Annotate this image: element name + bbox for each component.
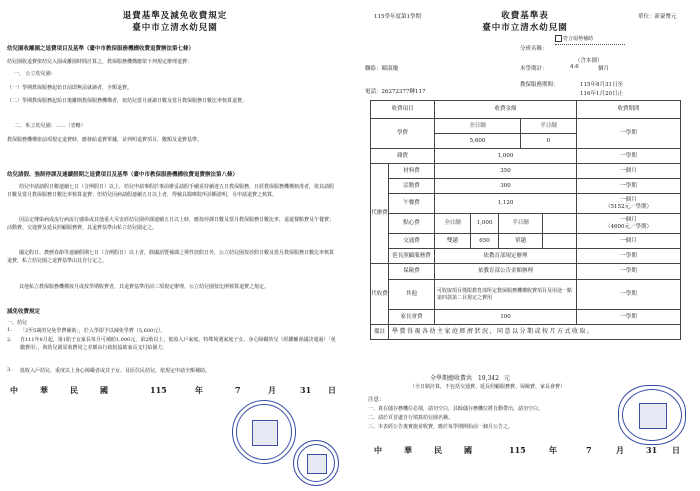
official-seal-icon xyxy=(232,400,296,464)
snack-half-label: 半日制 xyxy=(499,214,543,234)
date-year: 115 xyxy=(509,445,526,455)
date-month: 7 xyxy=(235,385,241,395)
class-value: （含本園） xyxy=(575,58,603,64)
tuition-half-label: 半日制 xyxy=(521,119,577,134)
sec2-para3: 國定假日、農曆春節等連續假期七日（含例假日）以上者，除國語暨補課之彈性放假日外，公立幼兒園按放假日數及當月教保服務日數比率核算退費，私立幼兒園之退費基準由其自行定之。 xyxy=(7,250,335,264)
period-from: 115年8月31日至 xyxy=(580,82,623,88)
class-field xyxy=(555,44,625,45)
snack-period xyxy=(577,214,681,234)
date-char: 華 xyxy=(404,445,412,455)
lunch-period xyxy=(577,194,681,214)
hours-value: 4.6 xyxy=(570,64,579,70)
sec3-heading: 減免收費規定 xyxy=(7,309,41,315)
transport-two-label: 雙趟 xyxy=(435,234,471,249)
date-char: 中 xyxy=(10,385,18,395)
sec3-item-marker: 1. xyxy=(7,327,12,333)
snack-label: 點心費 xyxy=(389,214,435,234)
snack-period-line2: （4600元／學期） xyxy=(605,223,653,230)
date-year: 115 xyxy=(150,385,167,395)
fee-table xyxy=(370,100,681,340)
sec1-intro: 幼兒園收退費依幼兒入園或離園時間計算之，教保服務機構應依下列規定辦理退費： xyxy=(7,59,193,65)
period-to: 116年1月20日止 xyxy=(580,91,623,97)
tuition-full-label: 全日制 xyxy=(435,119,521,134)
transport-period: 一個月 xyxy=(577,234,681,249)
collect-fee-label: 代收費 xyxy=(371,264,389,325)
table-row xyxy=(371,164,681,179)
disadvantaged-checkbox[interactable] xyxy=(555,35,593,42)
sec3-item-marker: 3. xyxy=(7,367,12,373)
snack-full-value: 1,000 xyxy=(471,214,499,234)
sec2-heading: 幼兒請假、強制停課及連續假期之退費項目及基準（臺中市教保服務機構收費退費辦法第八條） xyxy=(7,172,239,178)
sec2-para1: 幼兒申請請假日數連續七日（含例假日）以上，幼兒申請事假於事前辦妥請假手續並持續達五日教保服務，且經教保服務機構核准者，依其請假日數及當月教保服務日數比率核算退費；但幼兒因病請假連續五日以上者，得檢具醫療院所診斷證明，另申請退費之核算。 xyxy=(7,184,335,198)
official-seal-icon xyxy=(618,385,686,445)
parent-fee-label: 家長會費 xyxy=(389,310,435,325)
sec1-item1: 一、 公立幼兒園： xyxy=(14,71,56,77)
table-row xyxy=(371,194,681,214)
sec1-item1-b: （二）學期教保服務起始日後離開教保服務機構者，按幼兒當月就讀日數及當月教保服務日數比率核算退費。 xyxy=(7,98,248,104)
principal-seal-icon xyxy=(293,440,339,486)
total-unit: 元 xyxy=(503,375,510,382)
header-period: 收費期間 xyxy=(577,101,681,119)
left-subtitle: 臺中市立清水幼兒園 xyxy=(132,23,218,33)
date-char: 日 xyxy=(672,445,680,455)
lunch-period-line1: 一個月 xyxy=(620,197,637,203)
right-title: 收費基準表 xyxy=(501,11,549,21)
snack-full-label: 全日制 xyxy=(435,214,471,234)
materials-period: 一個月 xyxy=(577,164,681,179)
sec3-item2: 自111年8月起，第1胎子女家長每月可補助1,000元、第2胎以上，低收入戶家庭、特殊境遇家庭子女，身心障礙幼兒（經鑑輔會議決通過）「免繳費用」，與幼兒園原收費用之差額由行政院協助家長支付給園方。 xyxy=(20,337,336,351)
extended-care-amount: 依教育部規定辦理 xyxy=(435,249,577,264)
class-label: 分班名稱： xyxy=(520,46,548,52)
date-char: 中 xyxy=(374,445,382,455)
header-item: 收費項目 xyxy=(371,101,435,119)
lunch-period-line2: （5152元／學期） xyxy=(605,203,653,210)
transport-one-value xyxy=(543,234,577,249)
remarks-label: 備註 xyxy=(371,325,389,340)
sec1-item1-a: （一）學期教保服務起始日前即無法就讀者，全額退費。 xyxy=(7,85,133,91)
table-row xyxy=(371,119,681,134)
transport-two-value: 650 xyxy=(471,234,499,249)
lunch-amount: 1,120 xyxy=(435,194,577,214)
transport-label: 交通費 xyxy=(389,234,435,249)
activity-label: 活動費 xyxy=(389,179,435,194)
table-row xyxy=(371,101,681,119)
misc-amount: 1,000 xyxy=(435,149,577,164)
table-row xyxy=(371,310,681,325)
hours-unit: 個月 xyxy=(598,66,610,72)
date-char: 年 xyxy=(195,385,203,395)
sec2-para4: 其他私立教保服務機構按月或按學期收費者，其退費基準用前三項規定辦理，公立幼兒園按比例核算退費之規定。 xyxy=(19,284,270,290)
date-char: 華 xyxy=(40,385,48,395)
activity-period: 一學期 xyxy=(577,179,681,194)
parent-fee-amount: 100 xyxy=(435,310,577,325)
date-month: 7 xyxy=(586,445,592,455)
sec3-item-marker: 2. xyxy=(7,337,12,343)
contact-label: 聯絡：陳淑瓊 xyxy=(365,66,399,72)
remarks-text: 學費得視各幼主家庭經濟狀況，同意以分期或按月方式收取。 xyxy=(389,325,681,340)
unit-label: 單位：新臺幣元 xyxy=(638,14,677,20)
date-char: 月 xyxy=(268,385,276,395)
misc-label: 雜費 xyxy=(371,149,435,164)
other-label: 其他 xyxy=(389,280,435,310)
table-row xyxy=(371,234,681,249)
transport-one-label: 單趟 xyxy=(499,234,543,249)
tuition-half-value: 0 xyxy=(521,134,577,149)
sec3-item3: 低收入戶幼兒、重度以上身心障礙者或其子女、及原住民幼兒，依規定申請全額補助。 xyxy=(20,368,211,374)
tuition-full-value: 5,600 xyxy=(435,134,521,149)
note-1: 一、責在儲存務機位必填，請勿空白，其餘儲存務機位將自動帶出，請勿空白。 xyxy=(368,406,544,412)
total-line xyxy=(430,373,510,382)
date-char: 月 xyxy=(616,445,624,455)
table-row xyxy=(371,249,681,264)
sec3-item1: 「2至5歲的兒免學費補助」，於入學即予以減免學費（5,600元）。 xyxy=(20,328,166,334)
table-row xyxy=(371,179,681,194)
date-char: 日 xyxy=(328,385,336,395)
tuition-label: 學費 xyxy=(371,119,435,149)
date-char: 年 xyxy=(549,445,557,455)
insurance-amount: 依教育部公告金額辦理 xyxy=(435,264,577,280)
total-label: 全學期總收費共 xyxy=(430,375,473,382)
note-3: 三、本表經公告後實施並收費，應於每學期開始前一個月公告之。 xyxy=(368,424,514,430)
semester-label: 115學年度第1學期 xyxy=(374,14,421,20)
phone-label: 電話：26272377轉117 xyxy=(365,89,426,95)
parent-fee-period: 一學期 xyxy=(577,310,681,325)
sec1-item2: 二、 私立幼兒園：……（省略） xyxy=(14,123,86,129)
misc-period: 一學期 xyxy=(577,149,681,164)
insurance-label: 保險費 xyxy=(389,264,435,280)
date-char: 國 xyxy=(100,385,108,395)
table-row xyxy=(371,149,681,164)
date-day: 31 xyxy=(300,385,312,395)
activity-amount: 300 xyxy=(435,179,577,194)
period-label: 教保服務期間： xyxy=(520,82,559,88)
lunch-label: 午餐費 xyxy=(389,194,435,214)
hours-label: 本學期計： xyxy=(520,66,548,72)
date-day: 31 xyxy=(646,445,658,455)
sec1-heading: 幼兒園收離園之退費項目及基準（臺中市教保服務機構收費退費辦法第七條） xyxy=(7,46,195,52)
checkbox-icon xyxy=(555,35,562,42)
date-char: 國 xyxy=(464,445,472,455)
fee-schedule-page xyxy=(350,0,700,491)
other-period: 一學期 xyxy=(577,280,681,310)
right-subtitle: 臺中市立清水幼兒園 xyxy=(482,23,568,33)
left-title: 退費基準及減免收費規定 xyxy=(122,11,228,21)
insurance-period: 一學期 xyxy=(577,264,681,280)
other-amount: 可收取項目僅限教育部所定教保服務機構收費項目及用途一點第四款第二目規定之費用 xyxy=(435,280,577,310)
extended-care-period: 一學期 xyxy=(577,249,681,264)
date-char: 民 xyxy=(434,445,442,455)
tuition-period: 一學期 xyxy=(577,119,681,149)
header-amount: 收費金額 xyxy=(435,101,577,119)
total-value: 19,342 xyxy=(477,375,499,382)
extended-care-label: 延長照顧服務費 xyxy=(389,249,435,264)
snack-period-line1: 一個月 xyxy=(620,217,637,223)
table-row xyxy=(371,264,681,280)
checkbox-label: 符合弱勢補助 xyxy=(563,36,594,42)
total-note: （全日制計算，不包括交通費、延長照顧服務費、保險費、家長會費） xyxy=(410,384,566,390)
sec3-sub: 一、幼兒 xyxy=(7,320,28,326)
date-char: 民 xyxy=(70,385,78,395)
sec1-note: 教保服務機構依前項規定退費時，應發給退費單據，並列明退費項目，數額及退費基準。 xyxy=(7,137,203,143)
materials-label: 材料費 xyxy=(389,164,435,179)
snack-half-value xyxy=(543,214,577,234)
table-row xyxy=(371,325,681,340)
agency-fee-label: 代辦費 xyxy=(371,164,389,264)
notes-heading: 注意： xyxy=(368,397,385,403)
sec2-para2: 因法定傳染病或流行病流行感染或其他重大災害經幼兒園停課連續五日以上時，應按停課日數及當月教保服務日數比率，退還餐點費及午餐費；活動費、交通費及延長照顧服務費，其退費基準由私立幼兒園定之。 xyxy=(7,217,335,231)
materials-amount: 350 xyxy=(435,164,577,179)
note-2: 二、請於頁首處自行填寫幼兒園名稱。 xyxy=(368,415,454,421)
table-row xyxy=(371,214,681,234)
table-row xyxy=(371,280,681,310)
